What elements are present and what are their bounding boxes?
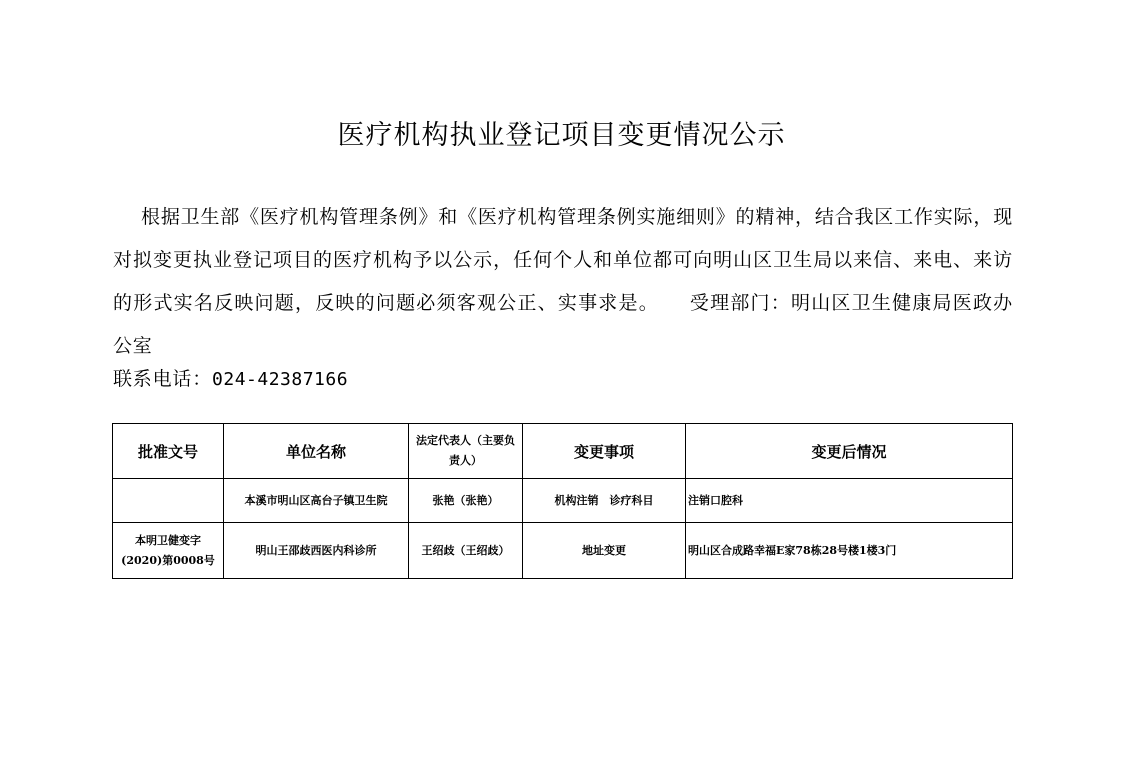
cell-change-item: 地址变更 — [523, 523, 686, 579]
header-approval-no: 批准文号 — [113, 424, 224, 479]
contact-line — [113, 362, 348, 397]
cell-change-item: 机构注销 诊疗科目 — [523, 479, 686, 523]
cell-legal-rep: 王绍歧（王绍歧） — [409, 523, 523, 579]
notice-paragraph: 根据卫生部《医疗机构管理条例》和《医疗机构管理条例实施细则》的精神，结合我区工作实际，现对拟变更执业登记项目的医疗机构予以公示，任何个人和单位都可向明山区卫生局以来信、来电、来访的形式实名反映问题，反映的问题必须客观公正、实事求是。 受理部门：明山区卫生健康局医政办公室 — [113, 206, 1013, 357]
cell-after-change: 注销口腔科 — [686, 479, 1013, 523]
cell-approval-no: 本明卫健变字(2020)第0008号 — [113, 523, 224, 579]
table-row — [113, 479, 1013, 523]
table-header-row — [113, 424, 1013, 479]
cell-after-change: 明山区合成路幸福E家78栋28号楼1楼3门 — [686, 523, 1013, 579]
header-after-change: 变更后情况 — [686, 424, 1013, 479]
header-unit-name: 单位名称 — [224, 424, 409, 479]
change-records-table — [112, 423, 1013, 579]
cell-unit-name: 本溪市明山区高台子镇卫生院 — [224, 479, 409, 523]
cell-approval-no — [113, 479, 224, 523]
header-legal-rep: 法定代表人（主要负责人） — [409, 424, 523, 479]
cell-unit-name: 明山王邵歧西医内科诊所 — [224, 523, 409, 579]
table-row — [113, 523, 1013, 579]
contact-label: 联系电话： — [113, 368, 213, 390]
contact-phone: 024-42387166 — [212, 369, 349, 390]
header-change-item: 变更事项 — [523, 424, 686, 479]
cell-legal-rep: 张艳（张艳） — [409, 479, 523, 523]
document-title: 医疗机构执业登记项目变更情况公示 — [337, 120, 786, 151]
